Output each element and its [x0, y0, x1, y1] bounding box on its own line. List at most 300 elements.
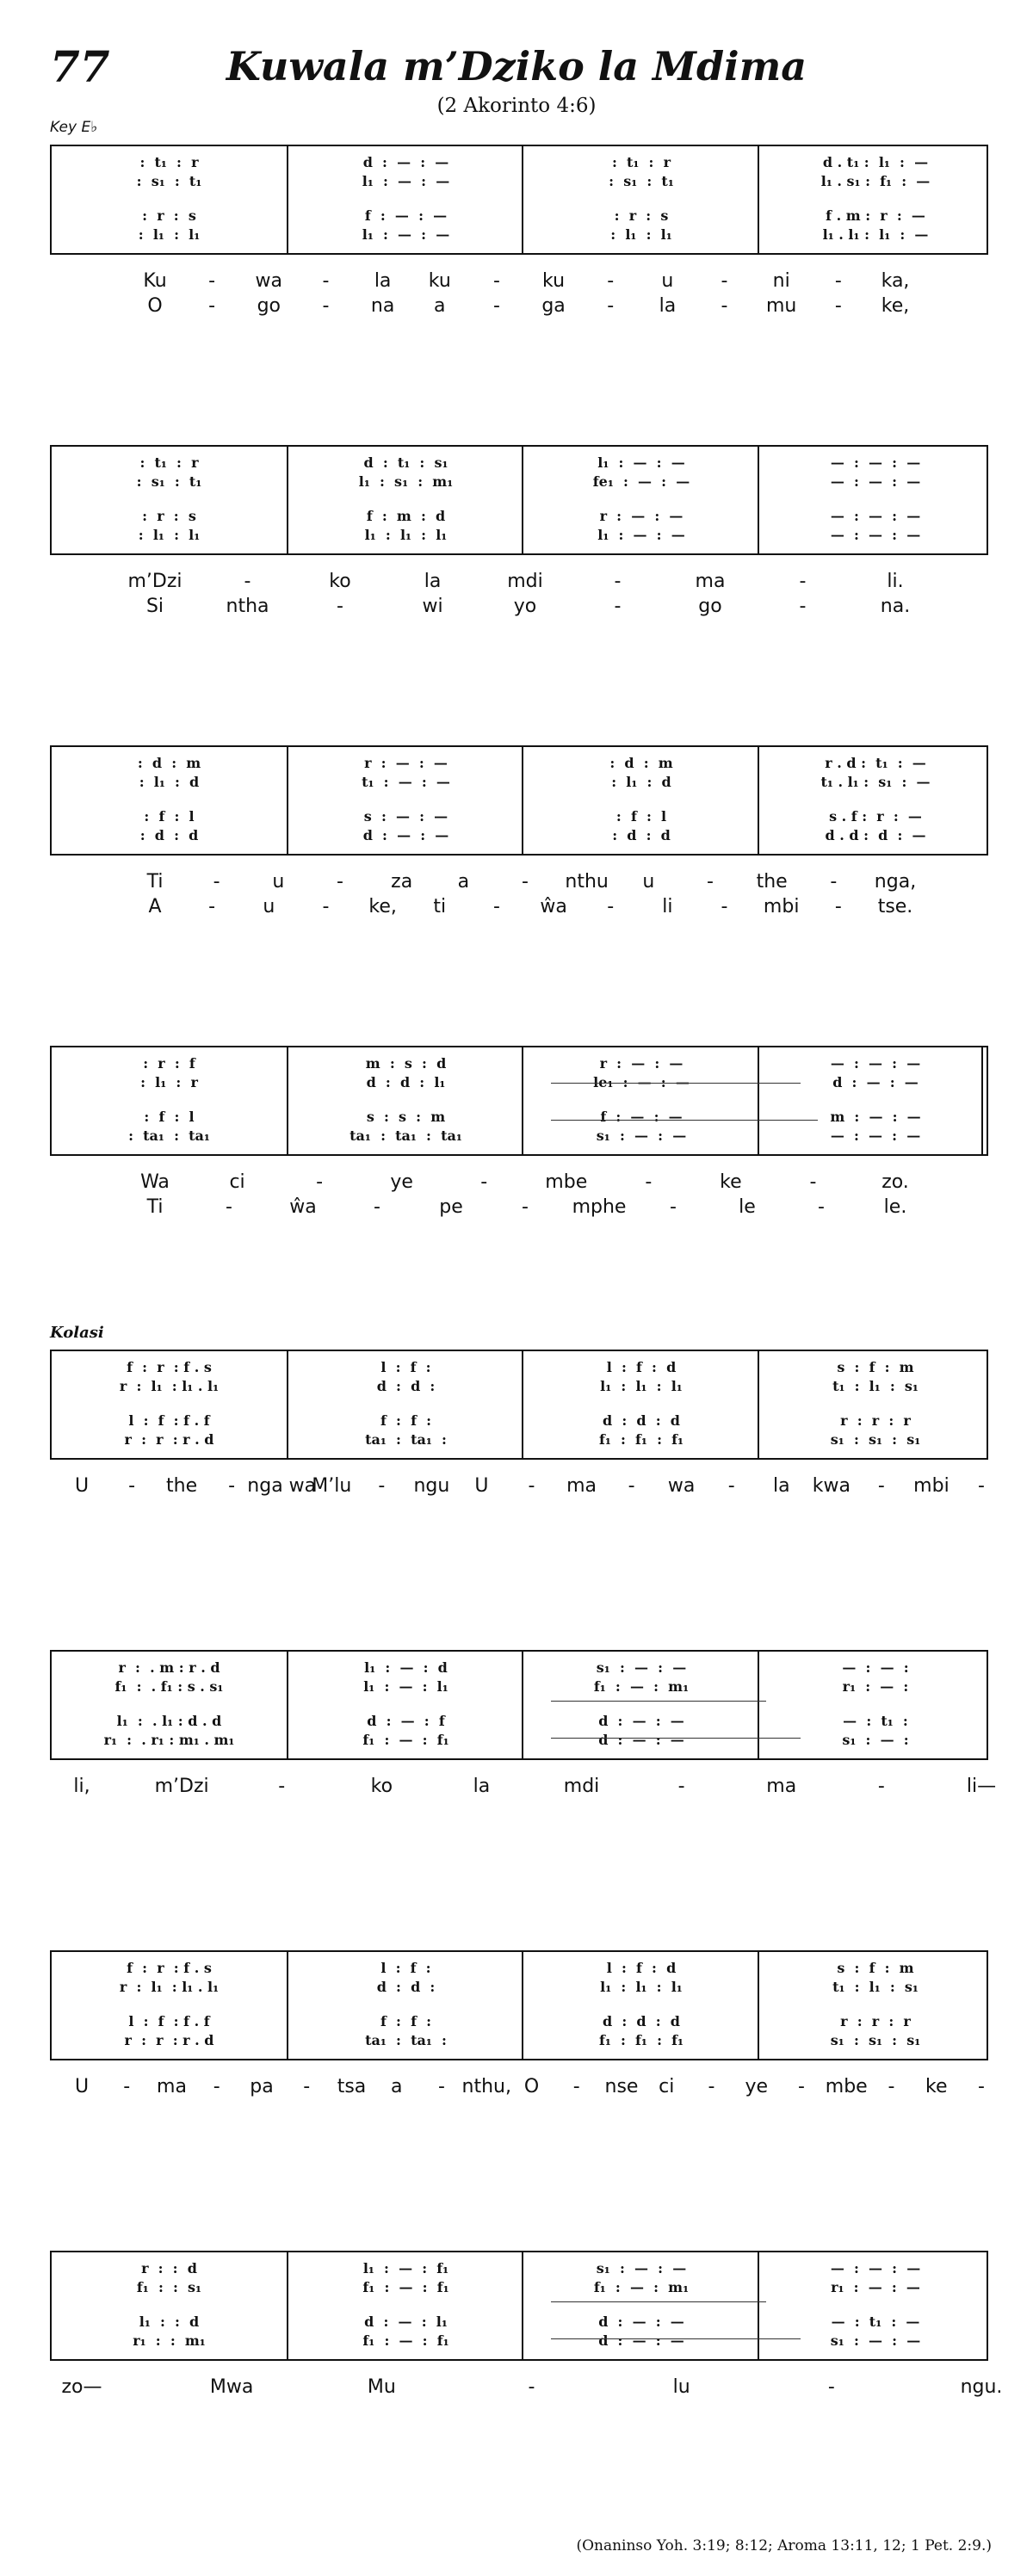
lyric-syllable: na. [880, 596, 911, 617]
lyric-syllable: go [257, 295, 281, 317]
solfa-line: ta₁ : ta₁ : [365, 2032, 447, 2048]
hymn-number: 77 [50, 41, 110, 92]
lyric-syllable: la [772, 1475, 790, 1497]
solfa-line: s₁ : — : — [596, 1127, 687, 1144]
solfa-line: l : f : d [606, 1960, 677, 1976]
solfa-line: f : m : d [366, 508, 446, 524]
lyric-syllable: ke [720, 1171, 742, 1193]
lyric-syllable: la [424, 571, 442, 592]
lyric-syllable: na [370, 295, 395, 317]
lyric-syllable: nthu [565, 871, 609, 893]
lyric-syllable: mbe [545, 1171, 588, 1193]
solfa-line: l₁ : l₁ : l₁ [600, 1378, 683, 1394]
syllable-hyphen: - [378, 1475, 386, 1497]
measure-1 [52, 447, 287, 553]
slur-line [551, 1738, 801, 1739]
solfa-line: t₁ : — : — [362, 774, 450, 790]
syllable-hyphen: - [492, 896, 500, 917]
solfa-line: — : t₁ : — [831, 2313, 920, 2330]
syllable-hyphen: - [727, 1475, 735, 1497]
syllable-hyphen: - [303, 2076, 311, 2097]
lyric-syllable: a [434, 295, 446, 317]
lyric-line-1 [0, 2075, 1033, 2099]
lyric-syllable: Wa [140, 1171, 170, 1193]
solfa-line: d : d : [376, 1979, 436, 1995]
solfa-line: t₁ : l₁ : s₁ [832, 1378, 919, 1394]
lyric-syllable: U [74, 1475, 90, 1497]
measure-2 [287, 1351, 523, 1458]
solfa-line: f₁ : — : f₁ [362, 1732, 449, 1748]
lyric-syllable: wa [255, 270, 283, 292]
solfa-line: : r : s [614, 207, 669, 224]
measure-3 [522, 1952, 759, 2059]
solfa-line: — : — : — [830, 454, 921, 471]
lyric-syllable: lu [672, 2376, 690, 2398]
lyric-syllable: li, [73, 1776, 90, 1797]
solfa-line: f₁ : — : f₁ [362, 2332, 449, 2349]
syllable-hyphen: - [374, 1196, 380, 1218]
lyric-syllable: m’Dzi [154, 1776, 209, 1797]
solfa-line: s : f : m [837, 1359, 914, 1375]
lyric-syllable: kwa [812, 1475, 851, 1497]
solfa-line: f₁ : — : m₁ [593, 1678, 690, 1695]
solfa-line: d : — : f [367, 1713, 445, 1729]
solfa-line: d : — : — [598, 2332, 684, 2349]
syllable-hyphen: - [208, 270, 216, 292]
measure-2 [287, 1652, 523, 1758]
measure-1 [52, 146, 287, 253]
solfa-line: r . d : t₁ : — [825, 755, 926, 771]
solfa-line: — : — : — [830, 473, 921, 490]
lyric-syllable: ka, [881, 270, 910, 292]
solfa-line: f : r : f . s [127, 1359, 212, 1375]
solfa-line: r₁ : — : — [831, 2279, 920, 2295]
lyric-line-2 [0, 595, 1033, 619]
lyric-syllable: za [391, 871, 413, 893]
solfa-line: l₁ : s₁ : m₁ [358, 473, 454, 490]
lyric-syllable: ma [766, 1776, 797, 1797]
solfa-line: s : s : m [366, 1109, 446, 1125]
syllable-hyphen: - [721, 295, 728, 317]
lyric-syllable: O [147, 295, 163, 317]
solfa-line: r : r : r [840, 2013, 911, 2029]
solfa-line: l₁ : — : — [597, 527, 685, 543]
score-system-4 [50, 1046, 988, 1156]
solfa-line: r : r : r . d [124, 1431, 214, 1448]
hymn-title: Kuwala m’Dziko la Mdima [226, 43, 807, 90]
slur-line [551, 1120, 818, 1121]
lyric-line-1 [0, 1775, 1033, 1799]
solfa-line: : f : l [144, 1109, 195, 1125]
syllable-hyphen: - [799, 596, 807, 617]
solfa-line: : r : f [143, 1055, 195, 1072]
solfa-line: : r : s [142, 207, 196, 224]
lyric-syllable: nthu, [461, 2076, 511, 2097]
measure-3 [522, 2252, 759, 2359]
syllable-hyphen: - [528, 2376, 535, 2398]
lyric-syllable: tsa [337, 2076, 367, 2097]
lyric-syllable: li— [966, 1776, 997, 1797]
lyric-syllable: U [74, 2076, 90, 2097]
lyric-syllable: Si [145, 596, 164, 617]
lyric-syllable: go [698, 596, 722, 617]
lyric-syllable: ti [433, 896, 447, 917]
lyric-syllable: mbe [825, 2076, 868, 2097]
solfa-line: — : — : — [830, 1127, 921, 1144]
syllable-hyphen: - [522, 871, 529, 893]
lyric-syllable: ko [329, 571, 351, 592]
score-system-3 [50, 745, 988, 856]
solfa-line: d : d : l₁ [366, 1074, 446, 1090]
solfa-line: : t₁ : r [139, 154, 199, 170]
solfa-line: : f : l [144, 808, 195, 825]
solfa-line: r : — : — [599, 1055, 684, 1072]
solfa-line: d . d : d : — [825, 827, 926, 843]
solfa-line: : l₁ : l₁ [138, 226, 201, 243]
solfa-line: r : l₁ : l₁ . l₁ [119, 1378, 220, 1394]
syllable-hyphen: - [322, 295, 330, 317]
solfa-line: : ta₁ : ta₁ [128, 1127, 210, 1144]
solfa-line: : l₁ : l₁ [610, 226, 672, 243]
syllable-hyphen: - [522, 1196, 529, 1218]
solfa-line: l : f : [380, 1960, 431, 1976]
lyric-syllable: la [473, 1776, 491, 1797]
solfa-line: r : — : — [599, 508, 684, 524]
lyric-syllable: u [272, 871, 285, 893]
solfa-line: r : r : r [840, 1412, 911, 1429]
measure-4 [758, 1952, 992, 2059]
syllable-hyphen: - [337, 871, 343, 893]
solfa-line: l₁ : l₁ : l₁ [364, 527, 448, 543]
lyric-syllable: ntha [226, 596, 269, 617]
syllable-hyphen: - [834, 295, 842, 317]
measure-3 [522, 1047, 759, 1154]
solfa-line: f₁ : f₁ : f₁ [598, 2032, 684, 2048]
lyric-syllable: ke [925, 2076, 948, 2097]
syllable-hyphen: - [645, 1171, 653, 1193]
lyric-syllable: wi [422, 596, 443, 617]
syllable-hyphen: - [226, 1196, 232, 1218]
slur-line [551, 2338, 801, 2339]
solfa-line: : d : m [609, 755, 673, 771]
solfa-line: : f : l [615, 808, 667, 825]
syllable-hyphen: - [337, 596, 343, 617]
lyric-syllable: Ku [143, 270, 167, 292]
syllable-hyphen: - [438, 2076, 445, 2097]
solfa-line: d . t₁ : l₁ : — [822, 154, 929, 170]
syllable-hyphen: - [818, 1196, 825, 1218]
measure-4 [758, 1047, 992, 1154]
lyric-line-1 [0, 870, 1033, 894]
lyric-line-1 [0, 570, 1033, 594]
measure-2 [287, 2252, 523, 2359]
lyric-syllable: mu [766, 295, 797, 317]
lyric-syllable: ma [157, 2076, 187, 2097]
solfa-line: t₁ : l₁ : s₁ [832, 1979, 919, 1995]
solfa-line: f₁ : : s₁ [136, 2279, 202, 2295]
measure-1 [52, 2252, 287, 2359]
solfa-line: s₁ : — : — [596, 2260, 687, 2276]
syllable-hyphen: - [670, 1196, 677, 1218]
syllable-hyphen: - [480, 1171, 488, 1193]
solfa-line: d : t₁ : s₁ [363, 454, 448, 471]
slur-line [551, 1083, 801, 1084]
lyric-syllable: A [148, 896, 162, 917]
solfa-line: f : r : f . s [127, 1960, 212, 1976]
lyric-syllable: ŵa [540, 896, 567, 917]
syllable-hyphen: - [607, 896, 615, 917]
measure-2 [287, 1047, 523, 1154]
measure-1 [52, 747, 287, 854]
lyric-syllable: ŵa [289, 1196, 317, 1218]
syllable-hyphen: - [707, 871, 714, 893]
solfa-line: s₁ : s₁ : s₁ [830, 1431, 921, 1448]
lyric-syllable: ke, [881, 295, 910, 317]
chorus-label: Kolasi [50, 1324, 104, 1342]
lyric-syllable: ni [772, 270, 790, 292]
solfa-line: d : — : — [362, 154, 449, 170]
lyric-line-2 [0, 1195, 1033, 1220]
solfa-line: r : . m : r . d [118, 1659, 220, 1676]
solfa-line: s : f : m [837, 1960, 914, 1976]
lyric-syllable: ngu. [960, 2376, 1003, 2398]
syllable-hyphen: - [877, 1475, 885, 1497]
syllable-hyphen: - [492, 295, 500, 317]
solfa-line: : t₁ : r [611, 154, 671, 170]
lyric-line-2 [0, 895, 1033, 919]
score-system-6 [50, 1650, 988, 1760]
syllable-hyphen: - [492, 270, 500, 292]
key-signature: Key E♭ [50, 119, 98, 136]
lyric-syllable: zo. [881, 1171, 909, 1193]
solfa-line: : l₁ : d [139, 774, 200, 790]
solfa-line: : d : m [137, 755, 201, 771]
lyric-syllable: ma [566, 1475, 597, 1497]
solfa-line: — : — : — [830, 1055, 921, 1072]
syllable-hyphen: - [708, 2076, 715, 2097]
solfa-line: d : d : d [603, 2013, 680, 2029]
lyric-line-1 [0, 1171, 1033, 1195]
syllable-hyphen: - [528, 1475, 535, 1497]
syllable-hyphen: - [799, 571, 807, 592]
lyric-line-1 [0, 1474, 1033, 1498]
solfa-line: : t₁ : r [139, 454, 199, 471]
solfa-line: l₁ : — : l₁ [363, 1678, 448, 1695]
lyric-syllable: ku [542, 270, 566, 292]
slur-line [551, 1701, 766, 1702]
measure-2 [287, 447, 523, 553]
lyric-syllable: Ti [146, 871, 164, 893]
measure-4 [758, 146, 992, 253]
solfa-line: l₁ : : d [139, 2313, 200, 2330]
solfa-line: : l₁ : r [140, 1074, 198, 1090]
solfa-line: f₁ : — : f₁ [362, 2279, 449, 2295]
lyric-syllable: ke, [368, 896, 397, 917]
solfa-line: f : — : — [364, 207, 448, 224]
syllable-hyphen: - [978, 2076, 985, 2097]
solfa-line: l₁ : — : — [597, 454, 685, 471]
solfa-line: r : — : — [364, 755, 448, 771]
solfa-line: d : — : — [598, 1732, 684, 1748]
solfa-line: l₁ : — : — [362, 173, 450, 189]
measure-2 [287, 146, 523, 253]
syllable-hyphen: - [677, 1776, 685, 1797]
lyric-syllable: ga [541, 295, 566, 317]
lyric-syllable: le [739, 1196, 756, 1218]
syllable-hyphen: - [877, 1776, 885, 1797]
solfa-line: l₁ : l₁ : l₁ [600, 1979, 683, 1995]
solfa-line: l₁ : . l₁ : d . d [116, 1713, 222, 1729]
syllable-hyphen: - [798, 2076, 805, 2097]
syllable-hyphen: - [809, 1171, 817, 1193]
lyric-syllable: mbi [913, 1475, 949, 1497]
syllable-hyphen: - [572, 2076, 580, 2097]
syllable-hyphen: - [978, 1475, 985, 1497]
solfa-line: r₁ : : m₁ [133, 2332, 206, 2349]
syllable-hyphen: - [721, 270, 728, 292]
solfa-line: l₁ : — : — [362, 226, 450, 243]
lyric-syllable: the [166, 1475, 198, 1497]
solfa-line: s₁ : s₁ : s₁ [830, 2032, 921, 2048]
lyric-syllable: mphe [572, 1196, 627, 1218]
lyric-syllable: yo [513, 596, 537, 617]
score-system-7 [50, 1950, 988, 2060]
lyric-syllable: ma [695, 571, 726, 592]
lyric-syllable: pa [250, 2076, 274, 2097]
solfa-line: s : — : — [363, 808, 448, 825]
solfa-line: l : f : d [606, 1359, 677, 1375]
lyric-syllable: ngu [413, 1475, 450, 1497]
syllable-hyphen: - [322, 270, 330, 292]
solfa-line: : s₁ : t₁ [136, 473, 202, 490]
solfa-line: d : — : — [832, 1074, 919, 1090]
lyric-syllable: mdi [563, 1776, 600, 1797]
solfa-line: fe₁ : — : — [592, 473, 690, 490]
solfa-line: s₁ : — : — [596, 1659, 687, 1676]
syllable-hyphen: - [628, 1475, 635, 1497]
solfa-line: l : f : [380, 1359, 431, 1375]
footer-references: (Onaninso Yoh. 3:19; 8:12; Aroma 13:11, 12; 1 Pet. 2:9.) [576, 2537, 992, 2554]
syllable-hyphen: - [228, 1475, 236, 1497]
lyric-syllable: le. [883, 1196, 907, 1218]
lyric-syllable: nga, [874, 871, 917, 893]
solfa-line: d : — : — [598, 2313, 684, 2330]
lyric-syllable: a [391, 2076, 403, 2097]
lyric-syllable: Mu [367, 2376, 396, 2398]
measure-4 [758, 2252, 992, 2359]
solfa-line: ta₁ : ta₁ : [365, 1431, 447, 1448]
solfa-line: l₁ . s₁ : f₁ : — [820, 173, 931, 189]
lyric-syllable: O [523, 2076, 540, 2097]
solfa-line: r₁ : — : [842, 1678, 909, 1695]
lyric-syllable: nga wa [247, 1475, 317, 1497]
solfa-line: f . m : r : — [826, 207, 925, 224]
syllable-hyphen: - [834, 896, 842, 917]
solfa-line: ta₁ : ta₁ : ta₁ [349, 1127, 462, 1144]
lyric-syllable: tse. [877, 896, 913, 917]
solfa-line: t₁ . l₁ : s₁ : — [820, 774, 931, 790]
solfa-line: : l₁ : d [611, 774, 671, 790]
solfa-line: s₁ : — : [842, 1732, 909, 1748]
lyric-syllable: u [263, 896, 275, 917]
solfa-line: m : — : — [830, 1109, 921, 1125]
solfa-line: le₁ : — : — [593, 1074, 690, 1090]
lyric-line-1 [0, 269, 1033, 293]
lyric-syllable: la [659, 295, 677, 317]
solfa-line: — : — : — [830, 508, 921, 524]
score-system-5 [50, 1350, 988, 1460]
score-system-8 [50, 2251, 988, 2361]
solfa-line: : s₁ : t₁ [609, 173, 674, 189]
measure-2 [287, 1952, 523, 2059]
solfa-line: f₁ : f₁ : f₁ [598, 1431, 684, 1448]
solfa-line: : r : s [142, 508, 196, 524]
lyric-syllable: ye [745, 2076, 769, 2097]
measure-4 [758, 1351, 992, 1458]
solfa-line: d : — : l₁ [364, 2313, 448, 2330]
syllable-hyphen: - [278, 1776, 286, 1797]
measure-3 [522, 146, 759, 253]
solfa-line: d : — : — [598, 1713, 684, 1729]
solfa-line: r : r : r . d [124, 2032, 214, 2048]
lyric-syllable: ci [229, 1171, 245, 1193]
solfa-line: r₁ : . r₁ : m₁ . m₁ [103, 1732, 235, 1748]
measure-4 [758, 747, 992, 854]
solfa-line: f₁ : — : m₁ [593, 2279, 690, 2295]
lyric-syllable: the [756, 871, 788, 893]
syllable-hyphen: - [614, 571, 622, 592]
measure-1 [52, 1351, 287, 1458]
syllable-hyphen: - [607, 295, 615, 317]
measure-3 [522, 447, 759, 553]
lyric-line-1 [0, 2375, 1033, 2400]
lyric-syllable: ci [659, 2076, 675, 2097]
syllable-hyphen: - [322, 896, 330, 917]
measure-3 [522, 1351, 759, 1458]
lyric-syllable: li. [887, 571, 904, 592]
solfa-line: d : — : — [362, 827, 449, 843]
lyric-syllable: Mwa [209, 2376, 254, 2398]
syllable-hyphen: - [213, 2076, 220, 2097]
score-system-2 [50, 445, 988, 555]
syllable-hyphen: - [208, 295, 216, 317]
syllable-hyphen: - [244, 571, 251, 592]
lyric-syllable: wa [667, 1475, 696, 1497]
syllable-hyphen: - [721, 896, 728, 917]
measure-3 [522, 1652, 759, 1758]
solfa-line: — : — : [842, 1659, 909, 1676]
lyric-syllable: la [374, 270, 392, 292]
solfa-line: m : s : d [365, 1055, 447, 1072]
measure-1 [52, 1652, 287, 1758]
lyric-syllable: ko [370, 1776, 393, 1797]
lyric-syllable: U [474, 1475, 489, 1497]
lyric-syllable: zo— [61, 2376, 102, 2398]
solfa-line: r : : d [141, 2260, 197, 2276]
solfa-line: d : d : d [603, 1412, 680, 1429]
syllable-hyphen: - [830, 871, 838, 893]
solfa-line: l₁ . l₁ : l₁ : — [822, 226, 929, 243]
scripture-reference: (2 Akorinto 4:6) [436, 95, 597, 117]
syllable-hyphen: - [128, 1475, 136, 1497]
lyric-syllable: mbi [763, 896, 800, 917]
lyric-syllable: li [662, 896, 673, 917]
solfa-line: : d : d [612, 827, 671, 843]
solfa-line: — : — : — [830, 2260, 921, 2276]
syllable-hyphen: - [316, 1171, 324, 1193]
slur-line [551, 2301, 766, 2302]
measure-1 [52, 1952, 287, 2059]
